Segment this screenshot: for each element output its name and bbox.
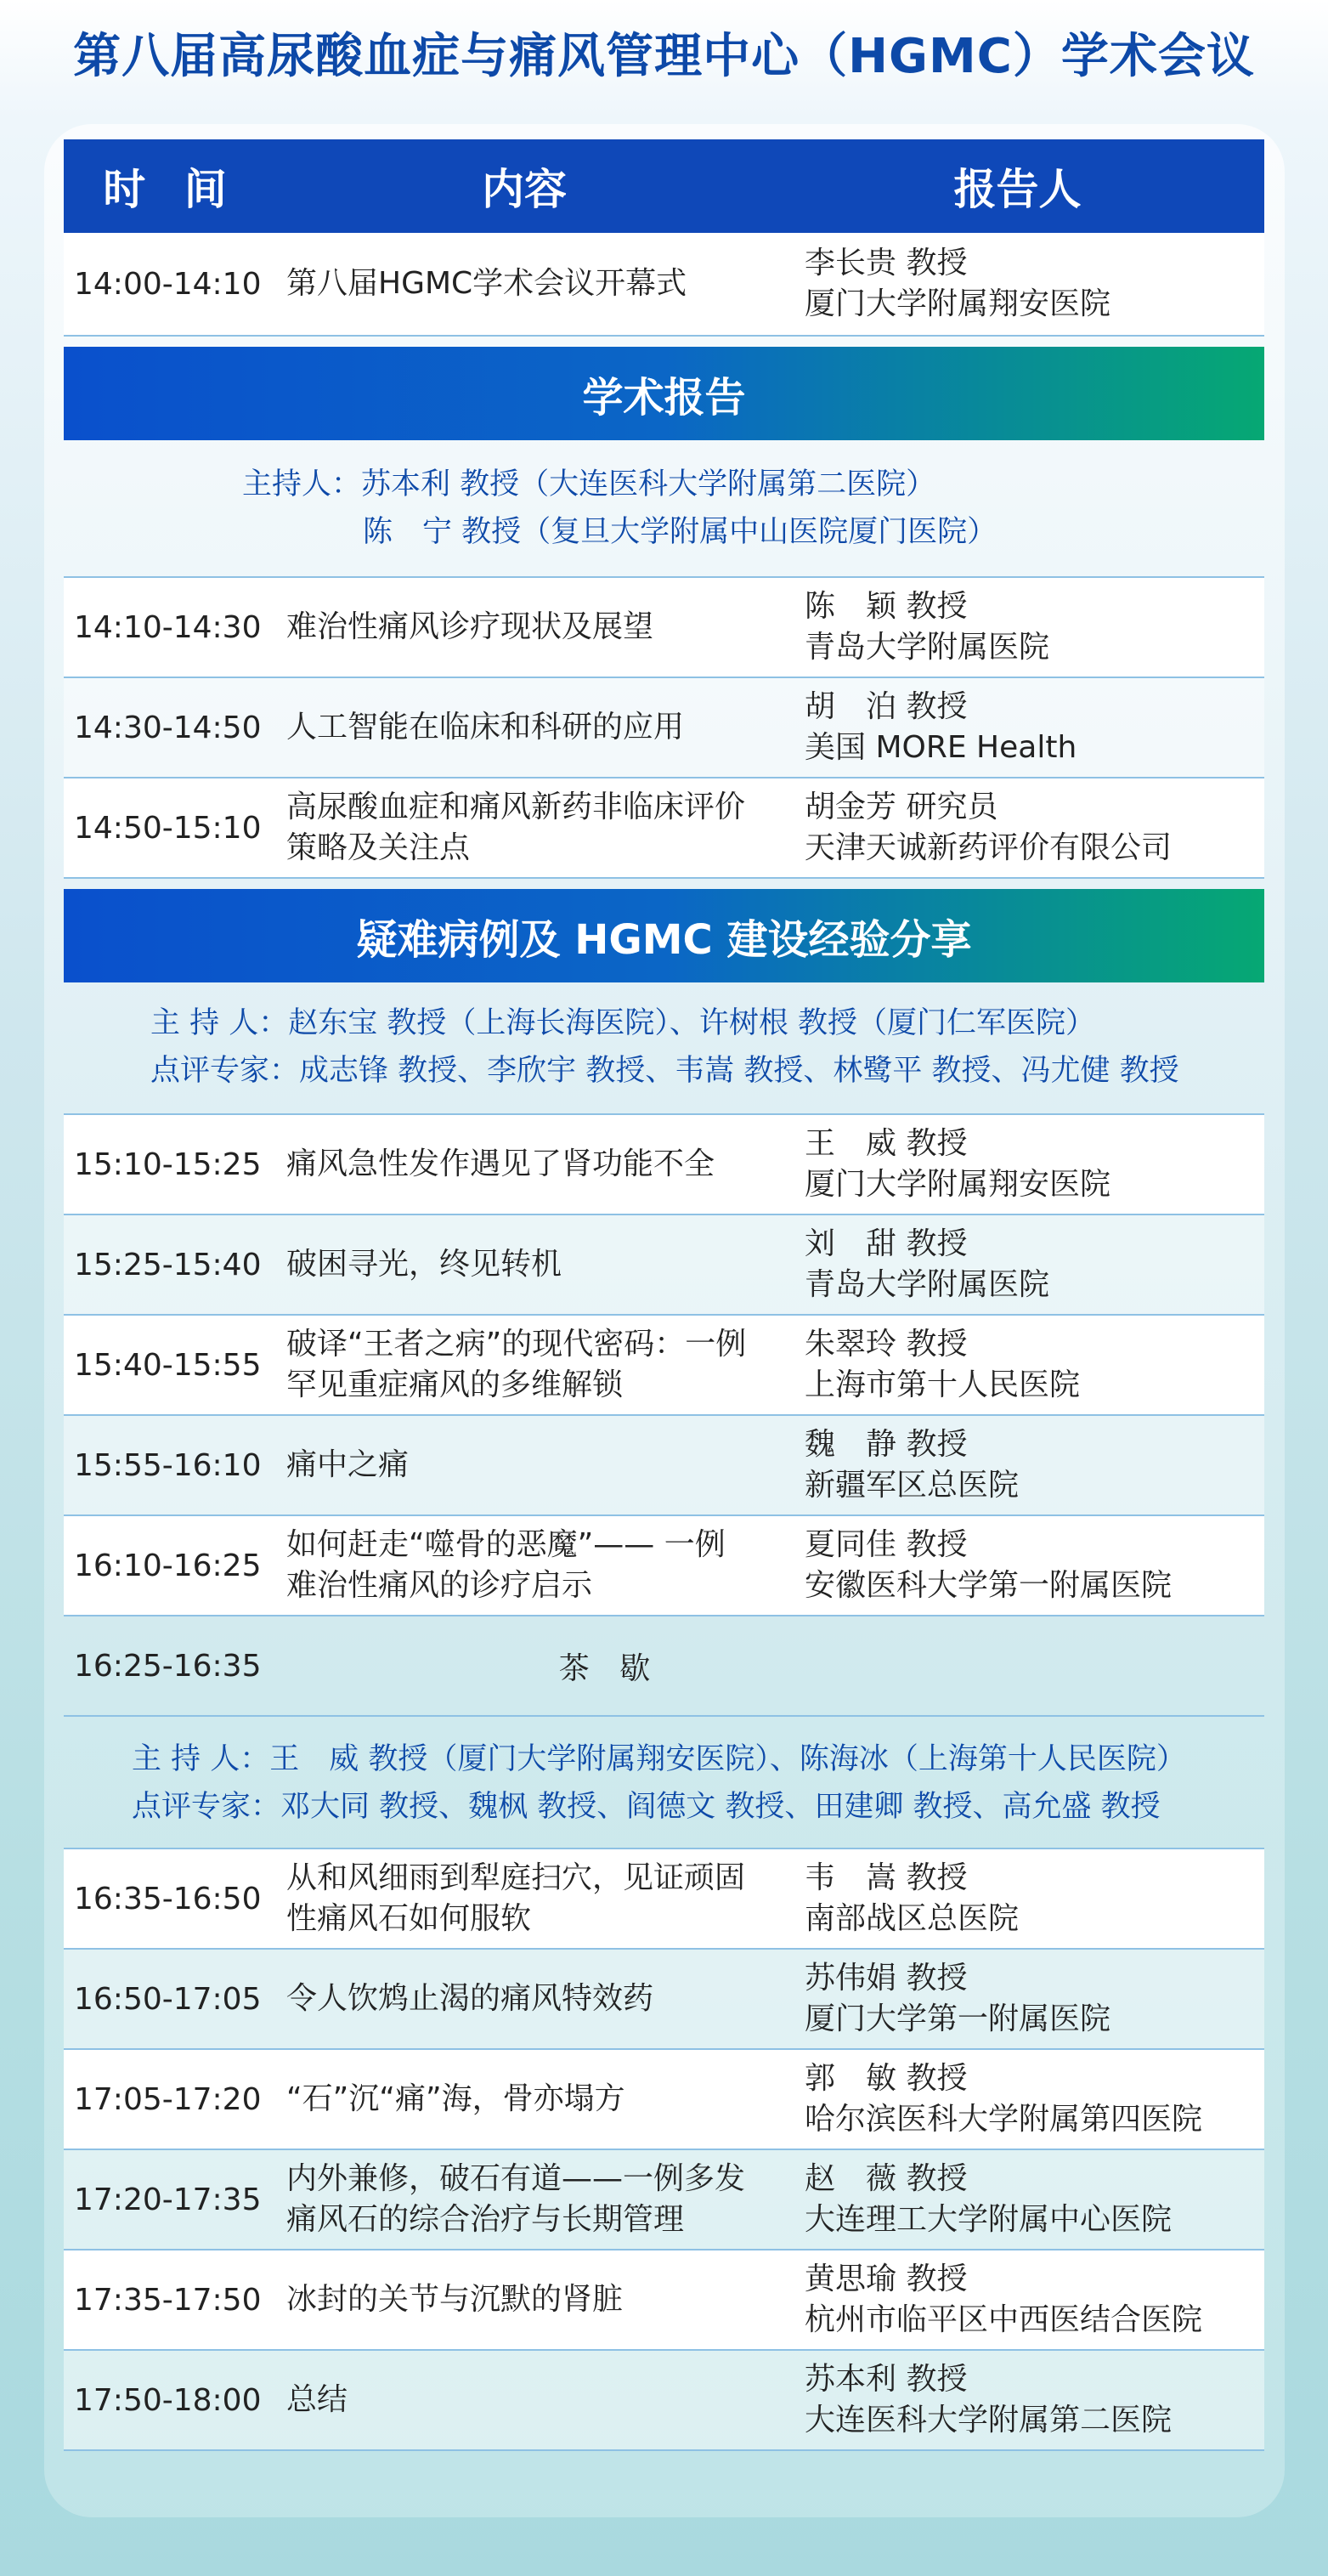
chairs-block (64, 1717, 1264, 1849)
header-time: 时 间 (103, 165, 239, 214)
chair-line: 主 持 人：赵东宝 教授（上海长海医院）、许树根 教授（厦门仁军医院） (150, 1006, 1096, 1040)
topic-line: 令人饮鸩止渴的痛风特效药 (286, 1981, 654, 2017)
session-row (64, 2050, 1264, 2150)
session-reporter (805, 243, 1264, 324)
reporter-org: 杭州市临平区中西医结合医院 (805, 2302, 1203, 2337)
session-row (64, 1950, 1264, 2050)
topic-line: 难治性痛风诊疗现状及展望 (286, 609, 654, 645)
page-title: 第八届高尿酸血症与痛风管理中心（HGMC）学术会议 (73, 29, 1255, 84)
session-reporter (805, 2259, 1264, 2340)
session-time: 17:50-18:00 (74, 2382, 262, 2418)
reporter-name: 赵 薇 教授 (805, 2161, 968, 2197)
reporter-name: 刘 甜 教授 (805, 1226, 968, 1262)
session-time: 17:35-17:50 (74, 2282, 262, 2318)
session-time: 14:00-14:10 (74, 266, 262, 302)
session-topic (278, 607, 805, 648)
session-reporter (805, 1958, 1264, 2039)
reporter-org: 大连理工大学附属中心医院 (805, 2202, 1173, 2237)
session-row (64, 1316, 1264, 1416)
table-header (64, 139, 1264, 233)
topic-line: 高尿酸血症和痛风新药非临床评价 (286, 790, 746, 825)
section-title: 学术报告 (64, 347, 1264, 440)
reporter-name: 李长贵 教授 (805, 246, 968, 281)
reporter-name: 陈 颖 教授 (805, 589, 968, 625)
chair-line: 主持人：苏本利 教授（大连医科大学附属第二医院） (242, 467, 936, 501)
session-time: 14:50-15:10 (74, 810, 262, 846)
session-row (64, 578, 1264, 678)
session-row (64, 2150, 1264, 2250)
session-topic (278, 787, 805, 868)
reporter-name: 魏 静 教授 (805, 1427, 968, 1463)
session-time: 15:25-15:40 (74, 1247, 262, 1282)
reporter-name: 王 威 教授 (805, 1126, 968, 1162)
session-reporter (805, 2058, 1264, 2139)
session-time: 14:10-14:30 (74, 609, 262, 645)
session-time: 17:05-17:20 (74, 2081, 262, 2117)
topic-line: 破困寻光，终见转机 (286, 1247, 562, 1282)
session-time: 14:30-14:50 (74, 710, 262, 745)
topic-line: 冰封的关节与沉默的肾脏 (286, 2282, 624, 2318)
topic-line: “石”沉“痛”海，骨亦塌方 (286, 2081, 625, 2117)
reporter-org: 上海市第十人民医院 (805, 1367, 1081, 1402)
reporter-name: 黄思瑜 教授 (805, 2262, 968, 2297)
session-reporter (805, 1525, 1264, 1605)
reporter-name: 胡金芳 研究员 (805, 790, 998, 825)
reporter-name: 朱翠玲 教授 (805, 1327, 968, 1362)
topic-line: 内外兼修，破石有道——一例多发 (286, 2161, 746, 2197)
session-topic (278, 1324, 805, 1405)
reporter-org: 厦门大学附属翔安医院 (805, 1167, 1111, 1202)
session-reporter (805, 586, 1264, 667)
session-reporter (805, 1858, 1264, 1939)
topic-line: 人工智能在临床和科研的应用 (286, 710, 685, 745)
session-time: 15:10-15:25 (74, 1146, 262, 1182)
session-time: 16:25-16:35 (74, 1648, 262, 1684)
session-topic (278, 2279, 805, 2320)
session-row (64, 2351, 1264, 2451)
reporter-org: 青岛大学附属医院 (805, 1267, 1050, 1302)
session-time: 15:40-15:55 (74, 1347, 262, 1383)
topic-line: 性痛风石如何服软 (286, 1901, 532, 1936)
header-content: 内容 (482, 165, 567, 214)
chair-line: 点评专家：成志锋 教授、李欣宇 教授、韦嵩 教授、林鹭平 教授、冯尤健 教授 (150, 1054, 1179, 1088)
topic-line: 总结 (286, 2382, 348, 2418)
session-topic (278, 1445, 805, 1486)
session-row (64, 1115, 1264, 1215)
tea-break-row (64, 1616, 1264, 1717)
schedule-table (64, 139, 1264, 2451)
reporter-org: 厦门大学第一附属医院 (805, 2001, 1111, 2036)
session-topic (278, 1244, 805, 1285)
topic-line: 破译“王者之病”的现代密码：一例 (286, 1327, 747, 1362)
section-title: 疑难病例及 HGMC 建设经验分享 (64, 889, 1264, 982)
session-topic (278, 2380, 805, 2420)
session-reporter (805, 687, 1264, 767)
topic-line: 罕见重症痛风的多维解锁 (286, 1367, 624, 1402)
reporter-name: 苏本利 教授 (805, 2362, 968, 2398)
session-reporter (805, 1224, 1264, 1305)
session-reporter (805, 1324, 1264, 1405)
topic-line: 痛风石的综合治疗与长期管理 (286, 2202, 685, 2237)
topic-line: 策略及关注点 (286, 830, 471, 865)
topic-line: 从和风细雨到犁庭扫穴，见证顽固 (286, 1860, 746, 1896)
reporter-org: 青岛大学附属医院 (805, 630, 1050, 665)
session-topic: 第八届HGMC学术会议开幕式 (286, 266, 687, 302)
topic-line: 痛中之痛 (286, 1447, 410, 1483)
session-topic (278, 1979, 805, 2019)
reporter-name: 胡 泊 教授 (805, 689, 968, 725)
chair-line: 主 持 人：王 威 教授（厦门大学附属翔安医院）、陈海冰（上海第十人民医院） (132, 1742, 1186, 1776)
session-row (64, 778, 1264, 879)
session-reporter (805, 1424, 1264, 1505)
session-topic (278, 1525, 805, 1605)
session-reporter (805, 2359, 1264, 2440)
reporter-org: 厦门大学附属翔安医院 (805, 286, 1111, 321)
session-topic (278, 1858, 805, 1939)
session-topic (278, 2159, 805, 2239)
reporter-org: 安徽医科大学第一附属医院 (805, 1568, 1173, 1603)
reporter-org: 大连医科大学附属第二医院 (805, 2403, 1173, 2437)
session-row (64, 1849, 1264, 1950)
reporter-name: 韦 嵩 教授 (805, 1860, 968, 1896)
reporter-org: 美国 MORE Health (805, 730, 1077, 765)
session-topic (278, 2079, 805, 2120)
topic-line: 难治性痛风的诊疗启示 (286, 1568, 593, 1603)
session-time: 16:35-16:50 (74, 1881, 262, 1916)
session-time: 16:10-16:25 (74, 1548, 262, 1583)
reporter-name: 郭 敏 教授 (805, 2061, 968, 2097)
session-topic (278, 707, 805, 748)
reporter-org: 哈尔滨医科大学附属第四医院 (805, 2102, 1203, 2137)
topic-line: 痛风急性发作遇见了肾功能不全 (286, 1146, 715, 1182)
reporter-org: 新疆军区总医院 (805, 1468, 1020, 1503)
session-time: 15:55-16:10 (74, 1447, 262, 1483)
reporter-name: 夏同佳 教授 (805, 1527, 968, 1563)
chair-line: 陈 宁 教授（复旦大学附属中山医院厦门医院） (363, 515, 997, 549)
session-row (64, 1516, 1264, 1616)
session-row (64, 1215, 1264, 1316)
session-row (64, 1416, 1264, 1516)
session-time: 16:50-17:05 (74, 1981, 262, 2017)
header-reporter: 报告人 (953, 165, 1082, 214)
session-row (64, 678, 1264, 778)
chair-line: 点评专家：邓大同 教授、魏枫 教授、阎德文 教授、田建卿 教授、高允盛 教授 (132, 1790, 1161, 1824)
topic-line: 如何赶走“噬骨的恶魔”—— 一例 (286, 1527, 726, 1563)
session-reporter (805, 1124, 1264, 1204)
reporter-name: 苏伟娟 教授 (805, 1961, 968, 1996)
reporter-org: 天津天诚新药评价有限公司 (805, 830, 1173, 865)
reporter-org: 南部战区总医院 (805, 1901, 1020, 1936)
tea-break-label: 茶 歇 (558, 1650, 661, 1686)
opening-row (64, 233, 1264, 337)
chairs-block (64, 982, 1264, 1115)
chairs-block (64, 440, 1264, 578)
session-reporter (805, 787, 1264, 868)
session-topic (278, 1144, 805, 1185)
session-time: 17:20-17:35 (74, 2182, 262, 2217)
session-reporter (805, 2159, 1264, 2239)
session-row (64, 2250, 1264, 2351)
